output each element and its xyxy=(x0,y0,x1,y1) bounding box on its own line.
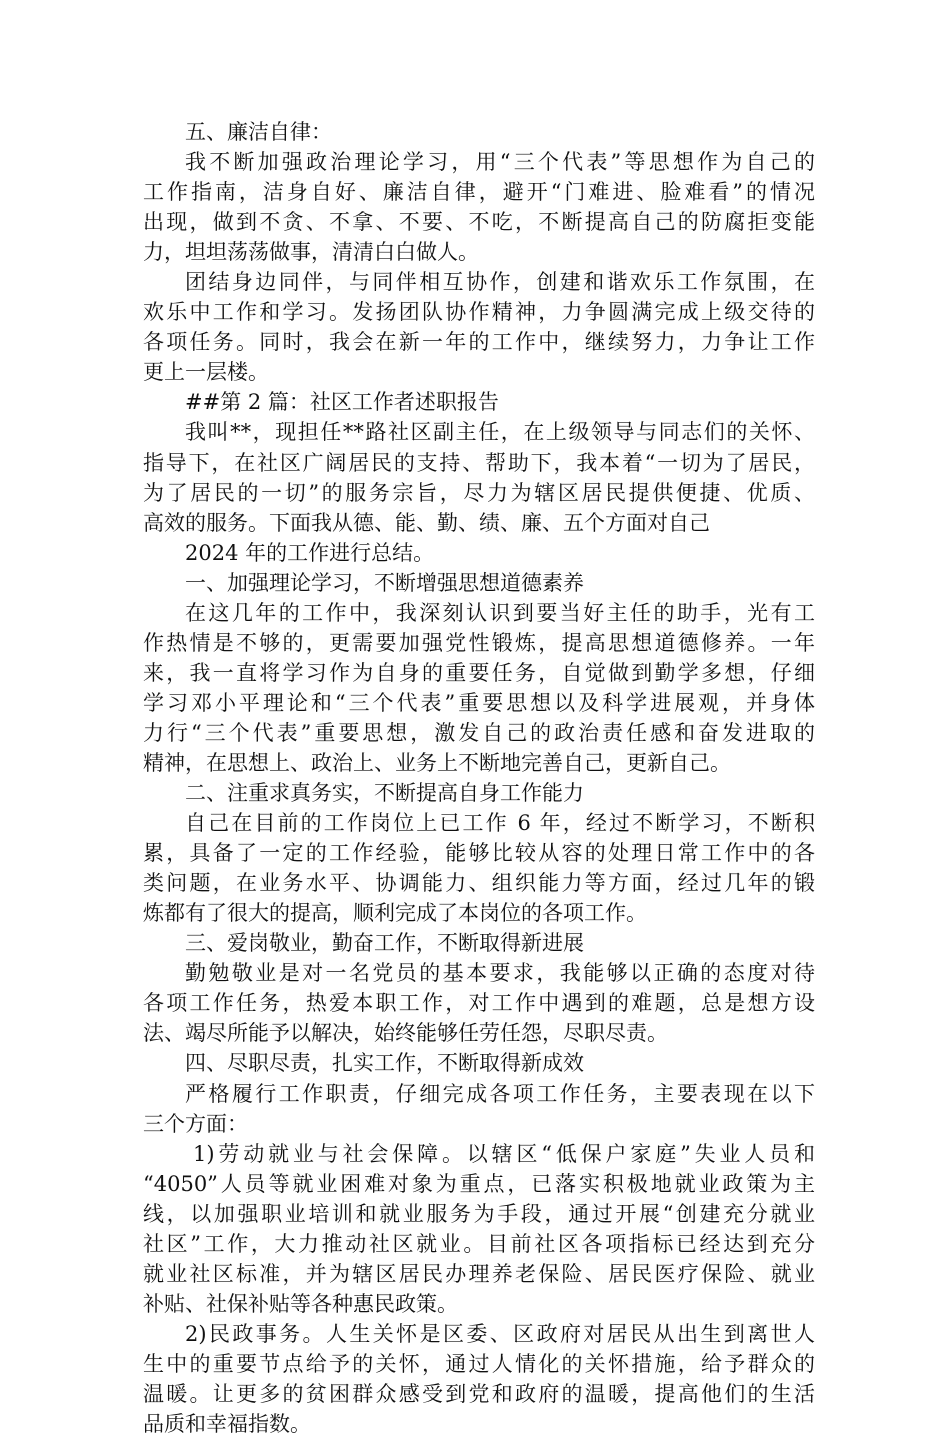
text-line: 2)民政事务。人生关怀是区委、区政府对居民从出生到离世人 xyxy=(185,1321,815,1346)
text-line: 各项工作任务，热爱本职工作，对工作中遇到的难题，总是想方设 xyxy=(143,991,815,1016)
text-line: 作热情是不够的，更需要加强党性锻炼，提高思想道德修养。一年 xyxy=(143,630,815,655)
document-page xyxy=(143,117,815,1439)
text-line: 在这几年的工作中，我深刻认识到要当好主任的助手，光有工 xyxy=(185,600,815,625)
text-line: 三、爱岗敬业，勤奋工作，不断取得新进展 xyxy=(185,931,584,956)
text-line: 二、注重求真务实，不断提高自身工作能力 xyxy=(185,781,584,806)
text-line: ##第 2 篇：社区工作者述职报告 xyxy=(185,390,499,415)
text-line: “4050”人员等就业困难对象为重点，已落实积极地就业政策为主 xyxy=(143,1171,815,1196)
text-line: 1)劳动就业与社会保障。以辖区“低保户家庭”失业人员和 xyxy=(193,1141,815,1166)
text-line: 就业社区标准，并为辖区居民办理养老保险、居民医疗保险、就业 xyxy=(143,1261,815,1286)
text-line: 更上一层楼。 xyxy=(143,360,269,385)
text-line: 炼都有了很大的提高，顺利完成了本岗位的各项工作。 xyxy=(143,901,647,926)
text-line: 欢乐中工作和学习。发扬团队协作精神，力争圆满完成上级交待的 xyxy=(143,300,815,325)
text-line: 生中的重要节点给予的关怀，通过人情化的关怀措施，给予群众的 xyxy=(143,1351,815,1376)
text-line: 学习邓小平理论和“三个代表”重要思想以及科学进展观，并身体 xyxy=(143,690,815,715)
text-line: 力，坦坦荡荡做事，清清白白做人。 xyxy=(143,240,479,265)
text-line: 法、竭尽所能予以解决，始终能够任劳任怨，尽职尽责。 xyxy=(143,1021,668,1046)
text-line: 累，具备了一定的工作经验，能够比较从容的处理日常工作中的各 xyxy=(143,841,815,866)
text-line: 三个方面： xyxy=(143,1111,248,1136)
text-line: 我不断加强政治理论学习，用“三个代表”等思想作为自己的 xyxy=(185,150,815,175)
text-line: 自己在目前的工作岗位上已工作 6 年，经过不断学习，不断积 xyxy=(185,811,815,836)
text-line: 品质和幸福指数。 xyxy=(143,1412,311,1437)
text-line: 指导下，在社区广阔居民的支持、帮助下，我本着“一切为了居民， xyxy=(143,450,815,475)
text-line: 线，以加强职业培训和就业服务为手段，通过开展“创建充分就业 xyxy=(143,1201,815,1226)
text-line: 力行“三个代表”重要思想，激发自己的政治责任感和奋发进取的 xyxy=(143,720,815,745)
text-line: 严格履行工作职责，仔细完成各项工作任务，主要表现在以下 xyxy=(185,1081,815,1106)
text-line: 四、尽职尽责，扎实工作，不断取得新成效 xyxy=(185,1051,584,1076)
text-line: 我叫**，现担任**路社区副主任，在上级领导与同志们的关怀、 xyxy=(185,420,815,445)
text-line: 勤勉敬业是对一名党员的基本要求，我能够以正确的态度对待 xyxy=(185,961,815,986)
text-line: 高效的服务。下面我从德、能、勤、绩、廉、五个方面对自己 xyxy=(143,510,710,535)
text-line: 一、加强理论学习，不断增强思想道德素养 xyxy=(185,570,584,595)
text-line: 精神，在思想上、政治上、业务上不断地完善自己，更新自己。 xyxy=(143,750,731,775)
text-line: 2024 年的工作进行总结。 xyxy=(185,540,435,565)
text-line: 出现，做到不贪、不拿、不要、不吃，不断提高自己的防腐拒变能 xyxy=(143,210,815,235)
text-line: 来，我一直将学习作为自身的重要任务，自觉做到勤学多想，仔细 xyxy=(143,660,815,685)
text-line: 为了居民的一切”的服务宗旨，尽力为辖区居民提供便捷、优质、 xyxy=(143,480,815,505)
text-line: 各项任务。同时，我会在新一年的工作中，继续努力，力争让工作 xyxy=(143,330,815,355)
text-line: 类问题，在业务水平、协调能力、组织能力等方面，经过几年的锻 xyxy=(143,871,815,896)
text-line: 补贴、社保补贴等各种惠民政策。 xyxy=(143,1291,458,1316)
text-line: 温暖。让更多的贫困群众感受到党和政府的温暖，提高他们的生活 xyxy=(143,1381,815,1406)
text-line: 团结身边同伴，与同伴相互协作，创建和谐欢乐工作氛围，在 xyxy=(185,270,815,295)
text-line: 工作指南，洁身自好、廉洁自律，避开“门难进、脸难看”的情况 xyxy=(143,180,815,205)
text-line: 社区”工作，大力推动社区就业。目前社区各项指标已经达到充分 xyxy=(143,1231,815,1256)
text-line: 五、廉洁自律： xyxy=(185,120,332,144)
